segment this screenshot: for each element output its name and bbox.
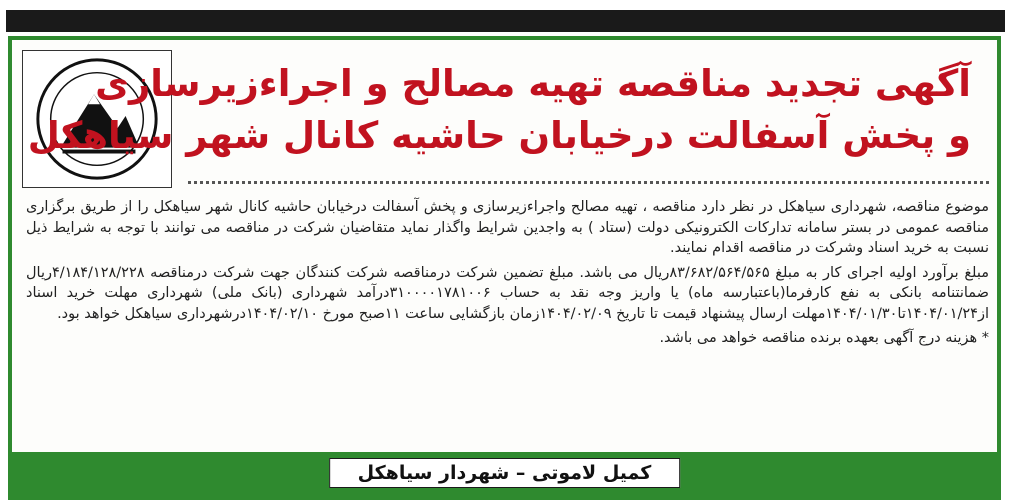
notice-body <box>26 197 989 353</box>
dotted-divider <box>188 181 989 194</box>
signature-label: کمیل لاموتی – شهردار سیاهکل <box>329 458 681 488</box>
ad-cost-note: * هزینه درج آگهی بعهده برنده مناقصه خواهد می باشد. <box>659 330 989 346</box>
title-line-2: و پخش آسفالت درخیابان حاشیه کانال شهر سیاهکل <box>27 114 971 157</box>
notice-title <box>27 58 971 162</box>
top-rule <box>6 10 1005 32</box>
paragraph-subject: موضوع مناقصه، شهرداری سیاهکل در نظر دارد مناقصه ، تهیه مصالح واجراءزیرسازی و پخش آسفالت درخیابان حاشیه کانال شهر سیاهکل را از طریق برگزاری مناقصه عمومی در بستر سامانه تدارکات الکترونیکی دولت (ستاد ) به واجدین شرایط واگذار نماید متقاضیان شرکت در مناقصه می توانند با توجه به شرایط ذیل نسبت به خرید اسناد وشرکت در مناقصه اقدام نمایند. <box>26 199 989 256</box>
footer-bar <box>8 452 1001 500</box>
paragraph-details: مبلغ برآورد اولیه اجرای کار به مبلغ ۸۳/۶۸۲/۵۶۴/۵۶۵ریال می باشد. مبلغ تضمین شرکت درمناقصه شرکت کنندگان جهت شرکت درمناقصه ۴/۱۸۴/۱۲۸/۲۲۸ریال ضمانتنامه بانکی به نفع کارفرما(باعتبارسه ماه) یا واریز وجه نقد به حساب ۳۱۰۰۰۰۱۷۸۱۰۰۶درآمد شهرداری (بانک ملی) شهرداری مهلت خرید اسناد از۱۴۰۴/۰۱/۲۴تا۱۴۰۴/۰۱/۳۰مهلت ارسال پیشنهاد قیمت تا تاریخ ۱۴۰۴/۰۲/۰۹زمان بازگشایی ساعت ۱۱صبح مورخ ۱۴۰۴/۰۲/۱۰درشهرداری سیاهکل خواهد بود. <box>26 264 989 322</box>
title-line-1: آگهی تجدید مناقصه تهیه مصالح و اجراءزیرسازی <box>95 62 971 105</box>
